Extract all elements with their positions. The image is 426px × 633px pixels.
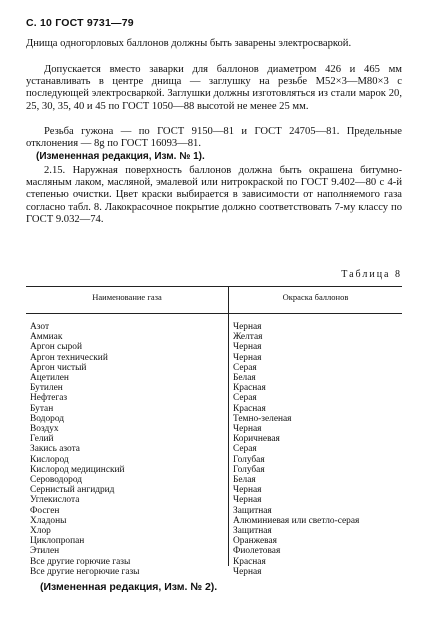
gas-name-cell: Воздух [30,424,59,435]
cylinder-color-column [233,322,423,577]
cylinder-color-cell: Темно-зеленая [233,413,292,424]
paragraph-2-15-painting: 2.15. Наружная поверхность баллонов должна быть окрашена битумно-масляным лаком, масляной, эмалевой или нитрокраской по ГОСТ 9.402—80 с 4-й степенью очистки. Цвет краски выбирается в зависимости от наполняемого газа согласно табл. 8. Лакокрасочное покрытие должно соответствовать 7-му классу по ГОСТ 9.032—74. [26,165,402,225]
gas-name-cell: Аргон сырой [30,342,82,353]
gas-name-cell: Водород [30,413,65,424]
paragraph-thread: Резьба гужона — по ГОСТ 9150—81 и ГОСТ 24705—81. Предельные отклонения — 8g по ГОСТ 16093—81. [26,126,402,150]
gas-name-cell: Нефтегаз [30,393,68,404]
cylinder-color-cell: Фиолетовая [233,546,281,557]
cylinder-color-cell: Коричневая [233,434,280,445]
cylinder-color-cell: Черная [233,322,262,332]
cylinder-color-cell: Желтая [233,332,263,343]
gas-name-cell: Все другие горючие газы [30,556,131,567]
gas-name-cell: Циклопропан [30,536,85,547]
cylinder-color-cell: Красная [233,403,266,414]
cylinder-color-cell: Серая [233,393,257,404]
gas-name-cell: Бутан [30,403,54,414]
column-header-cylinder-color: Окраска баллонов [282,292,349,302]
cylinder-color-cell: Серая [233,362,257,373]
cylinder-color-cell: Защитная [233,526,272,537]
gas-name-column [30,322,225,577]
cylinder-color-cell: Красная [233,556,266,567]
table-column-divider [228,286,229,566]
column-header-gas-name: Наименование газа [92,292,162,302]
gas-name-cell: Кислород медицинский [30,464,125,475]
gas-name-cell: Все другие негорючие газы [30,566,140,577]
amendment-note-2: (Измененная редакция, Изм. № 2). [40,581,218,593]
cylinder-color-cell: Черная [233,424,262,435]
table-caption: Таблица 8 [341,269,402,280]
cylinder-color-cell: Красная [233,383,266,394]
gas-name-cell: Гелий [30,434,54,445]
cylinder-color-cell: Черная [233,566,262,577]
gas-name-cell: Аммиак [30,332,63,343]
gas-name-cell: Этилен [30,546,60,557]
amendment-note-1: (Измененная редакция, Изм. № 1). [36,151,205,162]
gas-name-cell: Аргон технический [30,352,108,363]
gas-name-cell: Фосген [30,505,60,516]
gas-name-cell: Сернистый ангидрид [30,485,115,496]
cylinder-color-cell: Оранжевая [233,536,277,547]
cylinder-color-cell: Черная [233,342,262,353]
gas-name-cell: Кислород [30,454,69,465]
cylinder-color-cell: Белая [233,373,256,384]
cylinder-color-cell: Голубая [233,454,265,465]
gas-name-cell: Сероводород [30,475,83,486]
gas-name-cell: Ацетилен [30,373,69,384]
paragraph-bottom-welding: Днища одногорловых баллонов должны быть заварены электросваркой. [26,38,352,49]
gas-name-cell: Закись азота [30,444,80,455]
page-header: С. 10 ГОСТ 9731—79 [26,17,134,29]
table-top-rule [26,286,402,287]
cylinder-color-cell: Защитная [233,505,272,516]
gas-name-cell: Аргон чистый [30,362,87,373]
table-header-rule [26,313,402,314]
gas-name-cell: Азот [30,322,50,332]
cylinder-color-cell: Алюминиевая или светло-серая [233,515,360,526]
cylinder-color-cell: Черная [233,485,262,496]
paragraph-plug: Допускается вместо заварки для баллонов диаметром 426 и 465 мм устанавливать в центре днища — заглушку на резьбе М52×3—М80×3 с последующей электросваркой. Заглушки должны изготовляться из стали марок 20, 25, 30, 35, 40 и 45 по ГОСТ 1050—88 высотой не менее 25 мм. [26,64,402,112]
gas-name-cell: Хладоны [30,515,67,526]
cylinder-color-cell: Серая [233,444,257,455]
cylinder-color-cell: Голубая [233,464,265,475]
gas-name-cell: Углекислота [30,495,80,506]
cylinder-color-cell: Черная [233,495,262,506]
gas-name-cell: Хлор [30,526,51,537]
gas-name-cell: Бутилен [30,383,63,394]
cylinder-color-cell: Черная [233,352,262,363]
cylinder-color-cell: Белая [233,475,256,486]
